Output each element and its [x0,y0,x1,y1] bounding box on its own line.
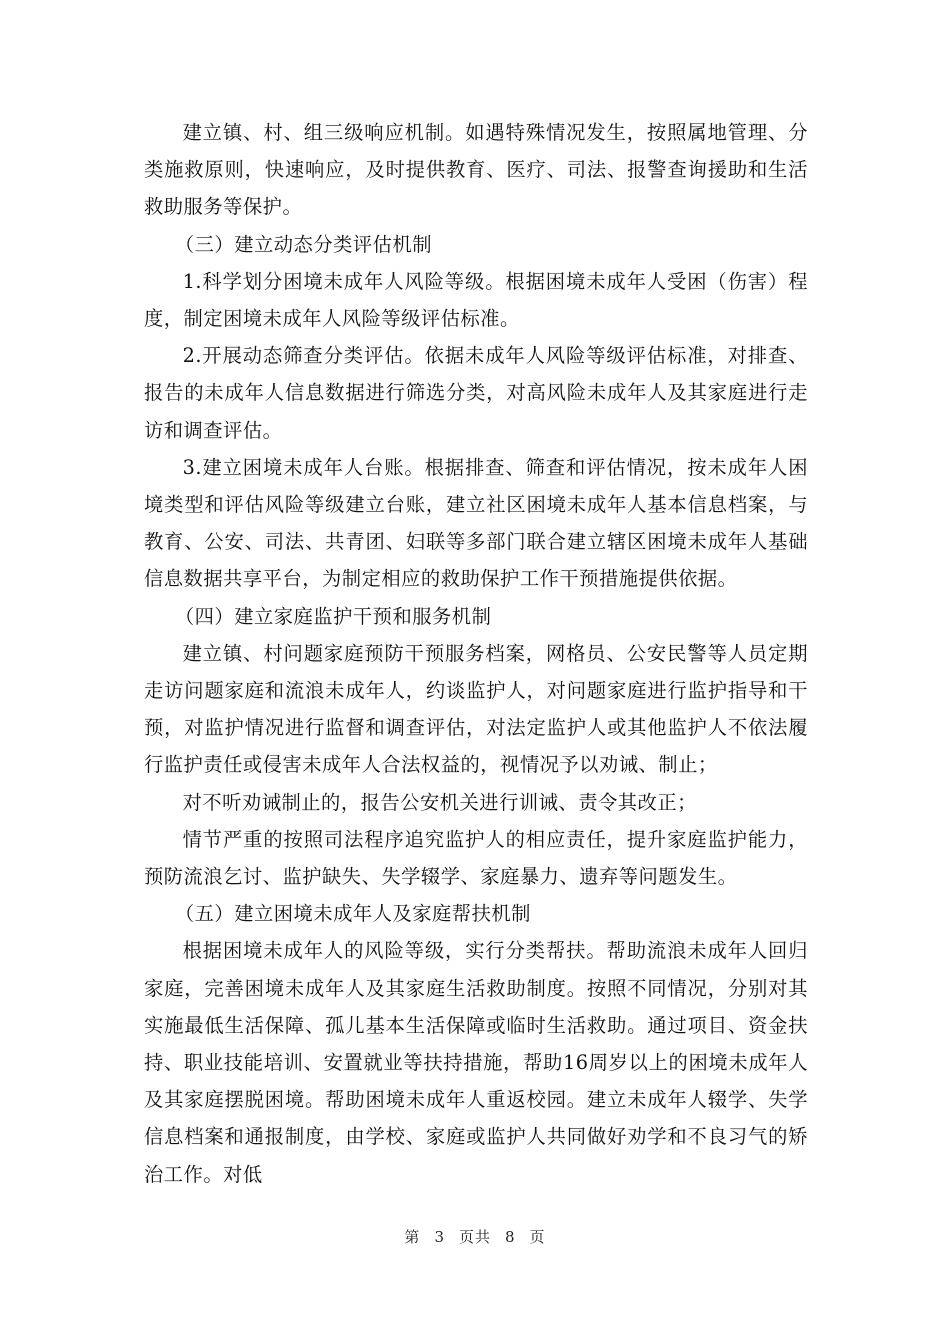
page-footer [0,1226,950,1247]
paragraph: 根据困境未成年人的风险等级，实行分类帮扶。帮助流浪未成年人回归家庭，完善困境未成年人及其家庭生活救助制度。按照不同情况，分别对其实施最低生活保障、孤儿基本生活保障或临时生活救助。通过项目、资金扶持、职业技能培训、安置就业等扶持措施，帮助16周岁以上的困境未成年人及其家庭摆脱困境。帮助困境未成年人重返校园。建立未成年人辍学、失学信息档案和通报制度，由学校、家庭或监护人共同做好劝学和不良习气的矫治工作。对低 [144,939,808,1186]
section-heading: （四）建立家庭监护干预和服务机制 [174,604,492,628]
footer-prefix: 第 [404,1228,421,1246]
paragraph: 建立镇、村、组三级响应机制。如遇特殊情况发生，按照属地管理、分类施救原则，快速响应，及时提供教育、医疗、司法、报警查询援助和生活救助服务等保护。 [144,121,808,219]
paragraph: 对不听劝诫制止的，报告公安机关进行训诫、责令其改正； [182,790,697,814]
current-page-number: 3 [434,1228,445,1246]
paragraph: 2.开展动态筛查分类评估。依据未成年人风险等级评估标准，对排查、报告的未成年人信息数据进行筛选分类，对高风险未成年人及其家庭进行走访和调查评估。 [144,344,808,442]
paragraph: 建立镇、村问题家庭预防干预服务档案，网格员、公安民警等人员定期走访问题家庭和流浪未成年人，约谈监护人，对问题家庭进行监护指导和干预，对监护情况进行监督和调查评估，对法定监护人或其他监护人不依法履行监护责任或侵害未成年人合法权益的，视情况予以劝诫、制止； [144,641,808,777]
paragraph: 情节严重的按照司法程序追究监护人的相应责任，提升家庭监护能力，预防流浪乞讨、监护缺失、失学辍学、家庭暴力、遗弃等问题发生。 [144,827,808,889]
paragraph: 1.科学划分困境未成年人风险等级。根据困境未成年人受困（伤害）程度，制定困境未成年人风险等级评估标准。 [144,269,808,331]
section-heading: （五）建立困境未成年人及家庭帮扶机制 [174,902,531,926]
footer-suffix: 页 [529,1228,546,1246]
total-pages-number: 8 [505,1228,516,1246]
footer-middle: 页共 [458,1228,491,1246]
document-body [144,114,808,1193]
paragraph: 3.建立困境未成年人台账。根据排查、筛查和评估情况，按未成年人困境类型和评估风险等级建立台账，建立社区困境未成年人基本信息档案，与教育、公安、司法、共青团、妇联等多部门联合建立辖区困境未成年人基础信息数据共享平台，为制定相应的救助保护工作干预措施提供依据。 [144,455,808,591]
section-heading: （三）建立动态分类评估机制 [174,232,433,256]
